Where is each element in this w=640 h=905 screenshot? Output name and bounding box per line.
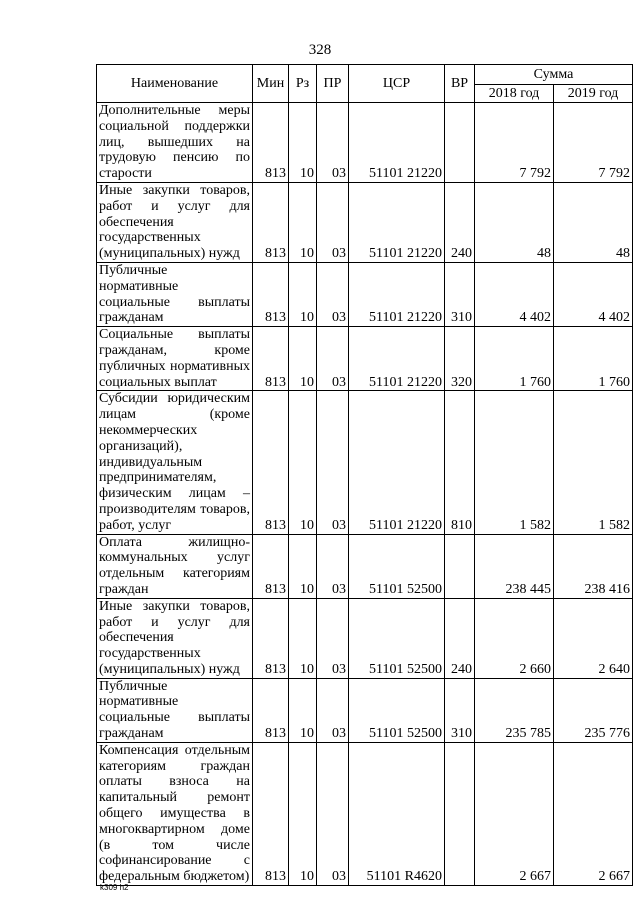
cell-rz: 10: [289, 678, 317, 742]
cell-y2019: 238 416: [554, 534, 633, 598]
cell-pr: 03: [317, 103, 349, 183]
cell-csr: 51101 21220: [349, 103, 445, 183]
cell-rz: 10: [289, 534, 317, 598]
header-pr: ПР: [317, 65, 349, 103]
cell-name: Субсидии юридическим лицам (кроме некоммерческих организаций), индивидуальным предпринимателям, физическим лицам – производителям товаров, работ, услуг: [97, 391, 253, 534]
cell-name: Оплата жилищно-коммунальных услуг отдельным категориям граждан: [97, 534, 253, 598]
cell-y2018: 235 785: [475, 678, 554, 742]
header-2018: 2018 год: [475, 85, 554, 103]
header-min: Мин: [253, 65, 289, 103]
footer-code: k309 h2: [100, 883, 129, 892]
cell-y2019: 4 402: [554, 262, 633, 326]
header-2019: 2019 год: [554, 85, 633, 103]
cell-min: 813: [253, 678, 289, 742]
table-row: [97, 678, 633, 742]
table-row: [97, 742, 633, 885]
cell-name: Компенсация отдельным категориям граждан оплаты взноса на капитальный ремонт общего имущества в многоквартирном доме (в том числе софинансирование с федеральным бюджетом): [97, 742, 253, 885]
cell-y2018: 1 760: [475, 327, 554, 391]
cell-name: Иные закупки товаров, работ и услуг для обеспечения государственных (муниципальных) нужд: [97, 598, 253, 678]
cell-y2019: 235 776: [554, 678, 633, 742]
table-row: [97, 327, 633, 391]
header-csr: ЦСР: [349, 65, 445, 103]
table-row: [97, 182, 633, 262]
cell-vr: [445, 103, 475, 183]
cell-pr: 03: [317, 262, 349, 326]
header-vr: ВР: [445, 65, 475, 103]
cell-vr: 240: [445, 182, 475, 262]
cell-y2018: 7 792: [475, 103, 554, 183]
cell-csr: 51101 52500: [349, 598, 445, 678]
cell-csr: 51101 52500: [349, 534, 445, 598]
cell-y2019: 2 640: [554, 598, 633, 678]
cell-name: Иные закупки товаров, работ и услуг для обеспечения государственных (муниципальных) нужд: [97, 182, 253, 262]
cell-min: 813: [253, 327, 289, 391]
cell-pr: 03: [317, 182, 349, 262]
cell-pr: 03: [317, 391, 349, 534]
cell-pr: 03: [317, 742, 349, 885]
cell-pr: 03: [317, 678, 349, 742]
cell-y2018: 4 402: [475, 262, 554, 326]
cell-min: 813: [253, 182, 289, 262]
cell-min: 813: [253, 391, 289, 534]
cell-vr: [445, 742, 475, 885]
cell-y2018: 48: [475, 182, 554, 262]
cell-name: Публичные нормативные социальные выплаты гражданам: [97, 262, 253, 326]
cell-name: Социальные выплаты гражданам, кроме публичных нормативных социальных выплат: [97, 327, 253, 391]
cell-vr: 310: [445, 678, 475, 742]
cell-min: 813: [253, 262, 289, 326]
cell-pr: 03: [317, 534, 349, 598]
cell-rz: 10: [289, 327, 317, 391]
cell-y2018: 1 582: [475, 391, 554, 534]
table-row: [97, 262, 633, 326]
cell-y2019: 1 582: [554, 391, 633, 534]
cell-vr: [445, 534, 475, 598]
cell-y2018: 2 667: [475, 742, 554, 885]
cell-y2019: 48: [554, 182, 633, 262]
cell-csr: 51101 21220: [349, 391, 445, 534]
cell-y2018: 2 660: [475, 598, 554, 678]
budget-table: [96, 64, 633, 886]
cell-y2018: 238 445: [475, 534, 554, 598]
cell-rz: 10: [289, 391, 317, 534]
table-row: [97, 103, 633, 183]
cell-min: 813: [253, 534, 289, 598]
cell-rz: 10: [289, 262, 317, 326]
cell-csr: 51101 21220: [349, 327, 445, 391]
table-row: [97, 391, 633, 534]
header-rz: Рз: [289, 65, 317, 103]
cell-name: Публичные нормативные социальные выплаты гражданам: [97, 678, 253, 742]
cell-y2019: 1 760: [554, 327, 633, 391]
page-number: 328: [308, 42, 332, 58]
cell-name: Дополнительные меры социальной поддержки лиц, вышедших на трудовую пенсию по старости: [97, 103, 253, 183]
cell-y2019: 7 792: [554, 103, 633, 183]
cell-rz: 10: [289, 742, 317, 885]
cell-csr: 51101 21220: [349, 182, 445, 262]
cell-y2019: 2 667: [554, 742, 633, 885]
cell-rz: 10: [289, 598, 317, 678]
cell-vr: 310: [445, 262, 475, 326]
cell-csr: 51101 21220: [349, 262, 445, 326]
header-sum: Сумма: [475, 65, 633, 85]
cell-rz: 10: [289, 103, 317, 183]
cell-csr: 51101 R4620: [349, 742, 445, 885]
header-name: Наименование: [97, 65, 253, 103]
table-row: [97, 534, 633, 598]
table-row: [97, 598, 633, 678]
cell-vr: 240: [445, 598, 475, 678]
cell-min: 813: [253, 598, 289, 678]
cell-vr: 320: [445, 327, 475, 391]
cell-min: 813: [253, 742, 289, 885]
cell-min: 813: [253, 103, 289, 183]
cell-vr: 810: [445, 391, 475, 534]
cell-csr: 51101 52500: [349, 678, 445, 742]
cell-pr: 03: [317, 327, 349, 391]
cell-rz: 10: [289, 182, 317, 262]
cell-pr: 03: [317, 598, 349, 678]
